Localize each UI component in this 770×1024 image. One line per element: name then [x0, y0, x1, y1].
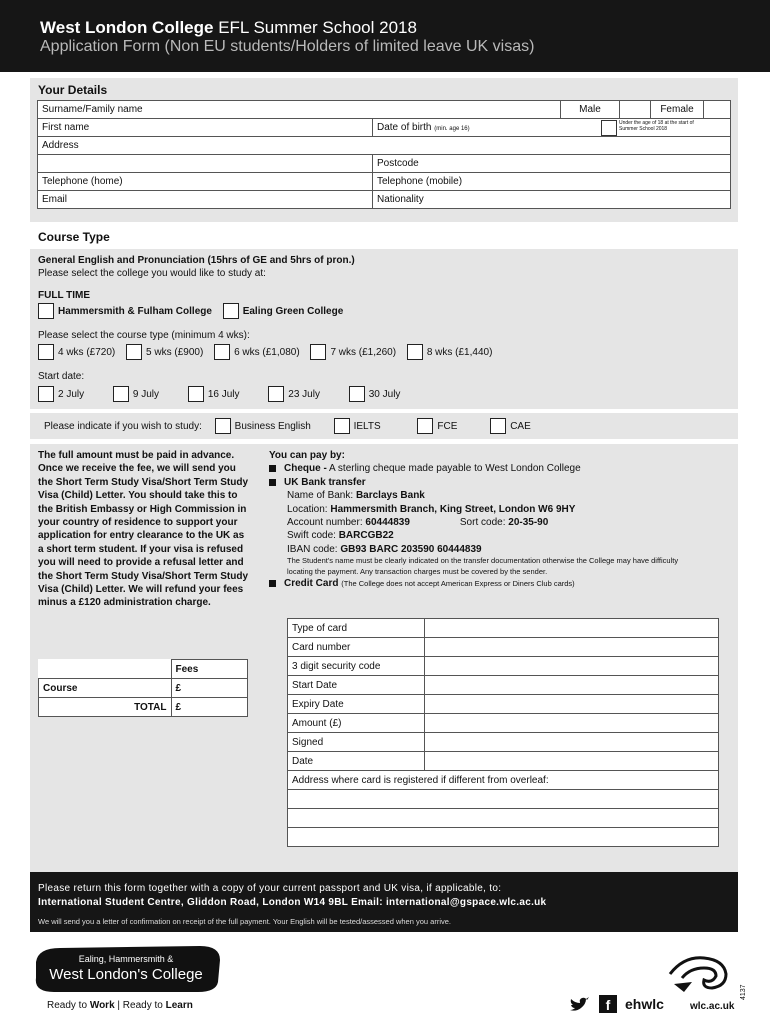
amount-field[interactable] [425, 714, 719, 733]
confirmation-note: We will send you a letter of confirmation on receipt of the full payment. Your English will be tested/assessed when you arrive. [38, 917, 451, 926]
checkbox[interactable] [215, 418, 231, 434]
date-label: Date [288, 752, 425, 771]
bank-location: Location: Hammersmith Branch, King Street, London W6 9HY [287, 503, 576, 515]
address-field[interactable]: Address [38, 137, 731, 155]
fees-header: Fees [171, 660, 248, 679]
female-checkbox[interactable] [704, 101, 731, 119]
checkbox[interactable] [223, 303, 239, 319]
start-date-option[interactable]: 16 July [188, 389, 240, 400]
return-instructions [30, 872, 738, 932]
twitter-icon[interactable] [568, 996, 590, 1014]
study-option[interactable]: IELTS [334, 421, 381, 432]
checkbox[interactable] [417, 418, 433, 434]
college-options [38, 303, 351, 319]
checkbox[interactable] [38, 386, 54, 402]
payment-intro: The full amount must be paid in advance. Once we receive the fee, we will send you the Short Term Study Visa/Short Term Study Visa (Child) Letter. You should take this to the British Embassy or High Commission in your country of residence to support your application for entry clearance to the UK as a short term student. If your visa is refused you will need to provide a refusal letter and the Short Term Study Visa/Short Term Study Visa (Child) Letter. We will refund your fees minus a £120 administration charge. [38, 450, 249, 609]
nationality-field[interactable]: Nationality [373, 191, 731, 209]
course-title: General English and Pronunciation (15hrs of GE and 5hrs of pron.) [38, 255, 355, 266]
return-line-1: Please return this form together with a copy of your current passport and UK visa, if applicable, to: [38, 883, 502, 894]
details-heading: Your Details [38, 83, 108, 97]
card-address-line[interactable] [288, 828, 719, 847]
start-date-option[interactable]: 30 July [349, 389, 401, 400]
facebook-icon[interactable]: f [599, 995, 617, 1013]
page-header [0, 0, 770, 72]
under18-checkbox[interactable] [601, 120, 617, 136]
card-type-label: Type of card [288, 619, 425, 638]
expiry-date-label: Expiry Date [288, 695, 425, 714]
first-name-field[interactable]: First name [38, 119, 373, 137]
select-college-label: Please select the college you would like to study at: [38, 268, 266, 279]
under18-label: Under the age of 18 at the start of Summer School 2018 [619, 120, 694, 132]
fees-table [38, 659, 248, 717]
postcode-field[interactable]: Postcode [373, 155, 731, 173]
checkbox[interactable] [126, 344, 142, 360]
checkbox[interactable] [188, 386, 204, 402]
website[interactable]: wlc.ac.uk [690, 1001, 735, 1012]
total-fee-label: TOTAL [39, 698, 172, 717]
bullet-icon [269, 479, 276, 486]
checkbox[interactable] [113, 386, 129, 402]
card-address-line[interactable] [288, 809, 719, 828]
study-option[interactable]: CAE [490, 421, 531, 432]
course-fee-field[interactable]: £ [171, 679, 248, 698]
telephone-mobile-field[interactable]: Telephone (mobile) [373, 173, 731, 191]
full-time-label: FULL TIME [38, 290, 91, 301]
course-type-option[interactable]: 4 wks (£720) [38, 347, 115, 358]
start-date-option[interactable]: 9 July [113, 389, 159, 400]
fees-empty-cell [39, 660, 172, 679]
email-field[interactable]: Email [38, 191, 373, 209]
start-date-options [38, 386, 408, 402]
male-checkbox[interactable] [620, 101, 651, 119]
tagline: Ready to Work | Ready to Learn [47, 1000, 193, 1011]
checkbox[interactable] [349, 386, 365, 402]
bank-account: Account number: 60444839 Sort code: 20-35-90 [287, 517, 549, 529]
signed-label: Signed [288, 733, 425, 752]
female-label: Female [651, 101, 704, 119]
checkbox[interactable] [310, 344, 326, 360]
start-date-label-card: Start Date [288, 676, 425, 695]
payment-methods [269, 449, 729, 591]
study-label: Please indicate if you wish to study: [44, 420, 202, 432]
study-option[interactable]: FCE [417, 421, 457, 432]
course-heading: Course Type [38, 230, 110, 244]
select-type-label: Please select the course type (minimum 4 wks): [38, 330, 250, 341]
security-code-field[interactable] [425, 657, 719, 676]
start-date-label: Start date: [38, 371, 85, 382]
bank-iban: IBAN code: GB93 BARC 203590 60444839 [287, 543, 482, 555]
expiry-date-field[interactable] [425, 695, 719, 714]
card-type-field[interactable] [425, 619, 719, 638]
surname-field[interactable]: Surname/Family name [38, 101, 561, 119]
return-address: International Student Centre, Gliddon Road, London W14 9BL Email: international@gspace.wlc.ac.uk [38, 897, 547, 908]
card-start-date-field[interactable] [425, 676, 719, 695]
course-fee-label: Course [39, 679, 172, 698]
bullet-icon [269, 580, 276, 587]
course-type-option[interactable]: 8 wks (£1,440) [407, 347, 493, 358]
date-field[interactable] [425, 752, 719, 771]
card-address-label: Address where card is registered if different from overleaf: [288, 771, 719, 790]
bank-swift: Swift code: BARCGB22 [287, 530, 394, 542]
credit-card-method: Credit Card (The College does not accept American Express or Diners Club cards) [269, 577, 729, 590]
college-option-ealing[interactable]: Ealing Green College [223, 306, 344, 317]
form-code: 4137 [740, 984, 747, 1000]
address-line-2[interactable] [38, 155, 373, 173]
course-type-options [38, 344, 500, 360]
signed-field[interactable] [425, 733, 719, 752]
card-address-line[interactable] [288, 790, 719, 809]
details-table [37, 100, 731, 209]
checkbox[interactable] [334, 418, 350, 434]
checkbox[interactable] [38, 303, 54, 319]
transfer-note: The Student's name must be clearly indicated on the transfer documentation otherwise the College may have difficulty locating the payment. Any transaction charges must be covered by the sender. [287, 556, 679, 576]
study-option[interactable]: Business English [215, 421, 311, 432]
social-handle[interactable]: ehwlc [625, 996, 664, 1012]
male-label: Male [561, 101, 620, 119]
security-code-label: 3 digit security code [288, 657, 425, 676]
total-fee-field[interactable]: £ [171, 698, 248, 717]
logo-small-text: Ealing, Hammersmith & [78, 954, 174, 964]
dob-field[interactable]: Date of birth (min. age 16) Under the age of 18 at the start of Summer School 2018 [373, 119, 731, 137]
start-date-option[interactable]: 2 July [38, 389, 84, 400]
form-subtitle: Application Form (Non EU students/Holders of limited leave UK visas) [40, 38, 535, 55]
logo-big-text: West London's College [49, 966, 203, 983]
course-type-option[interactable]: 7 wks (£1,260) [310, 347, 396, 358]
telephone-home-field[interactable]: Telephone (home) [38, 173, 373, 191]
bank-name: Name of Bank: Barclays Bank [287, 490, 425, 502]
credit-card-table [287, 618, 719, 847]
college-option-hammersmith[interactable]: Hammersmith & Fulham College [38, 306, 212, 317]
cheque-method: Cheque - A sterling cheque made payable to West London College [269, 462, 729, 475]
checkbox[interactable] [38, 344, 54, 360]
course-type-option[interactable]: 6 wks (£1,080) [214, 347, 300, 358]
amount-label: Amount (£) [288, 714, 425, 733]
checkbox[interactable] [214, 344, 230, 360]
brand-swirl-icon [664, 944, 736, 1002]
college-logo [30, 942, 222, 998]
checkbox[interactable] [407, 344, 423, 360]
card-number-label: Card number [288, 638, 425, 657]
study-options [44, 418, 531, 434]
checkbox[interactable] [490, 418, 506, 434]
pay-by-heading: You can pay by: [269, 450, 345, 461]
start-date-option[interactable]: 23 July [268, 389, 320, 400]
checkbox[interactable] [268, 386, 284, 402]
bank-method: UK Bank transfer [269, 476, 729, 489]
form-title: West London College EFL Summer School 2018 [40, 18, 417, 37]
card-number-field[interactable] [425, 638, 719, 657]
bullet-icon [269, 465, 276, 472]
course-type-option[interactable]: 5 wks (£900) [126, 347, 203, 358]
